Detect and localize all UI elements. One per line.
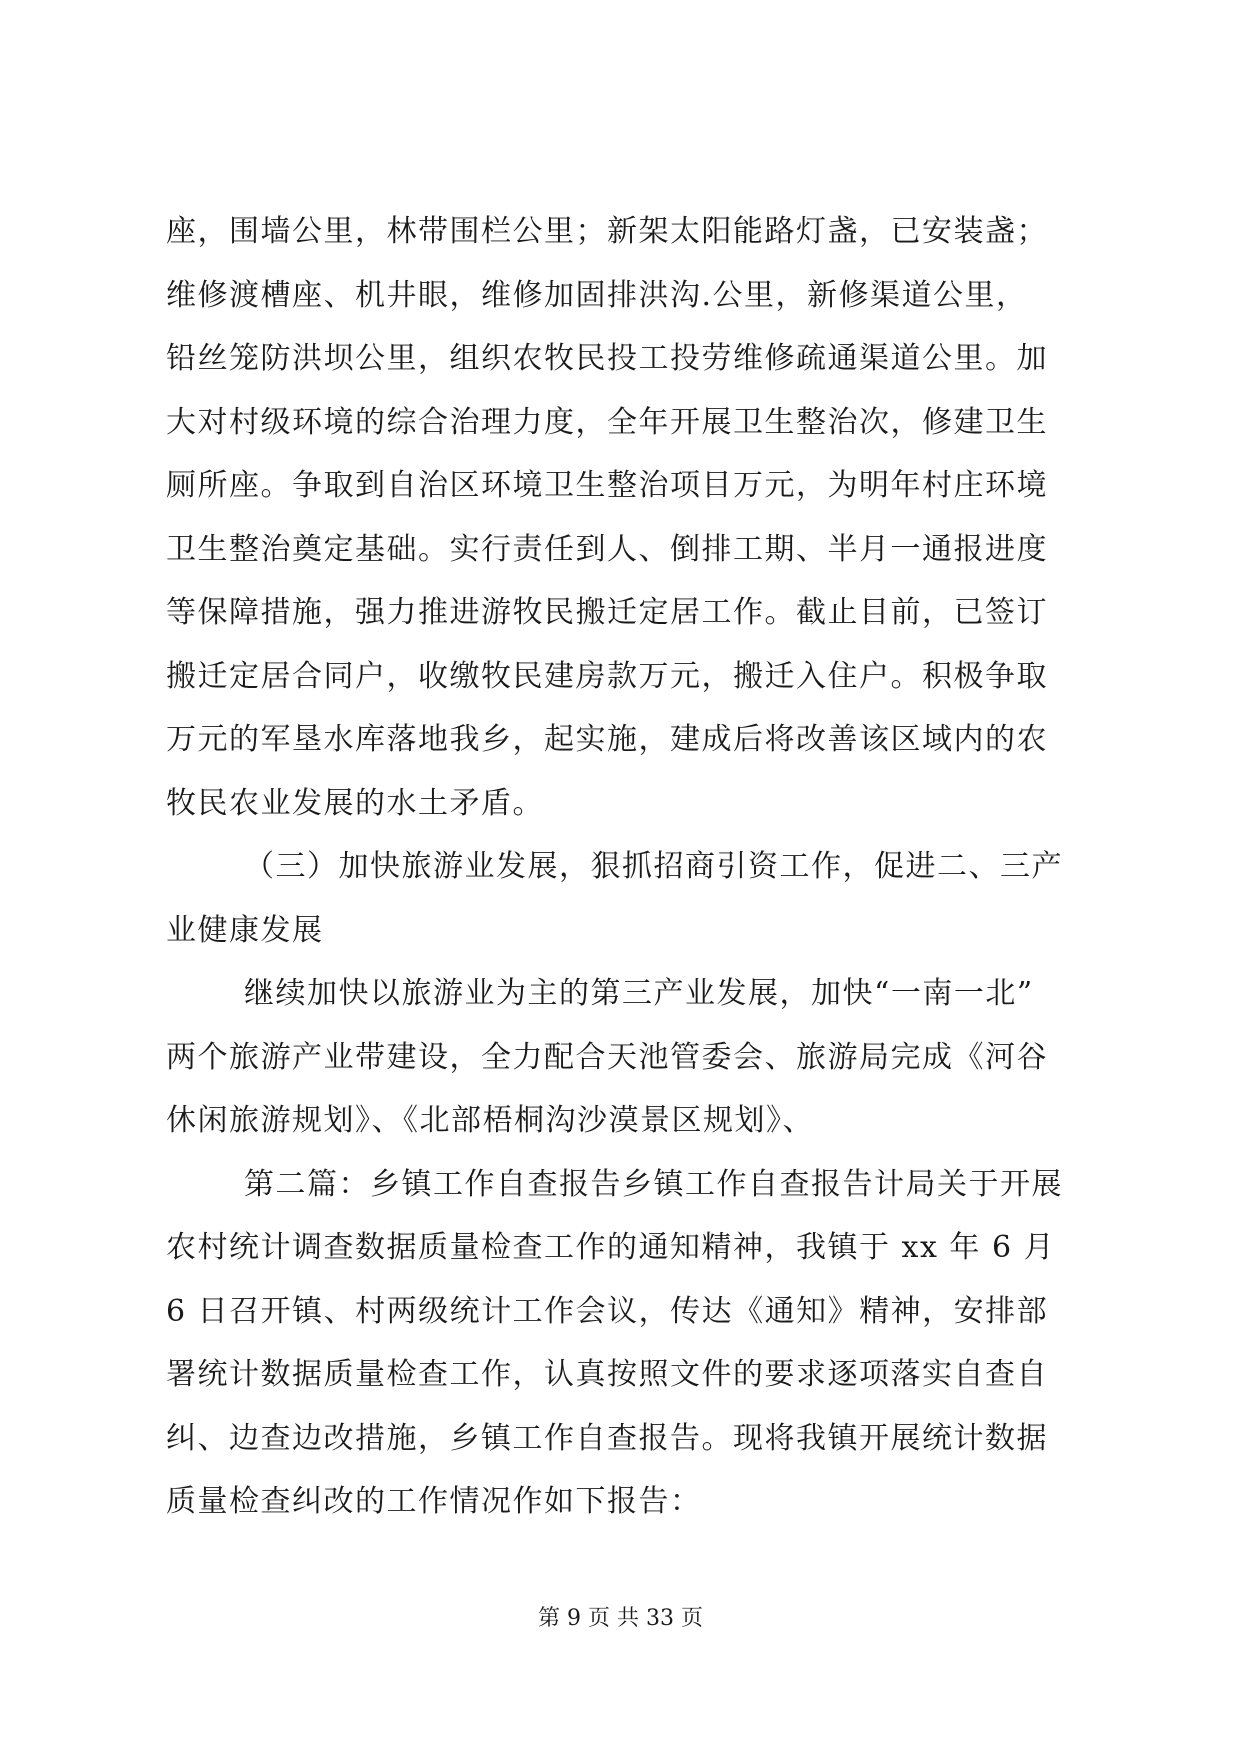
text-line: 维修渡槽座、机井眼，维修加固排洪沟.公里，新修渠道公里， [166, 277, 1028, 313]
text-line: 继续加快以旅游业为主的第三产业发展，加快“一南一北” [244, 976, 1034, 1011]
section-heading-line: 业健康发展 [166, 912, 324, 948]
text-line: 休闲旅游规划》、《北部梧桐沟沙漠景区规划》、 [166, 1103, 814, 1138]
text-line: 等保障措施，强力推进游牧民搬迁定居工作。截止目前，已签订 [166, 595, 1048, 630]
text-line: 第二篇：乡镇工作自查报告乡镇工作自查报告计局关于开展 [244, 1166, 1063, 1202]
text-line: 大对村级环境的综合治理力度，全年开展卫生整治次，修建卫生 [166, 404, 1048, 440]
text-line: 署统计数据质量检查工作，认真按照文件的要求逐项落实自查自 [166, 1357, 1048, 1392]
text-line: 座，围墙公里，林带围栏公里；新架太阳能路灯盏，已安装盏； [166, 214, 1048, 249]
text-line: 两个旅游产业带建设，全力配合天池管委会、旅游局完成《河谷 [166, 1039, 1048, 1075]
text-line: 厕所座。争取到自治区环境卫生整治项目万元，为明年村庄环境 [166, 468, 1048, 503]
text-line: 牧民农业发展的水土矛盾。 [166, 785, 544, 821]
page-number-footer: 第 9 页 共 33 页 [538, 1606, 703, 1631]
section-heading-line: （三）加快旅游业发展，狠抓招商引资工作，促进二、三产 [244, 849, 1063, 884]
text-line: 搬迁定居合同户，收缴牧民建房款万元，搬迁入住户。积极争取 [166, 658, 1048, 694]
document-body [166, 200, 1076, 1534]
text-line: 卫生整治奠定基础。实行责任到人、倒排工期、半月一通报进度 [166, 531, 1048, 567]
text-line: 质量检查纠改的工作情况作如下报告： [166, 1484, 702, 1519]
text-line: 铅丝笼防洪坝公里，组织农牧民投工投劳维修疏通渠道公里。加 [166, 341, 1048, 376]
text-line: 农村统计调查数据质量检查工作的通知精神，我镇于 xx 年 6 月 [166, 1230, 1056, 1265]
text-line: 纠、边查边改措施，乡镇工作自查报告。现将我镇开展统计数据 [166, 1420, 1048, 1456]
text-line: 6 日召开镇、村两级统计工作会议，传达《通知》精神，安排部 [166, 1293, 1049, 1329]
text-line: 万元的军垦水库落地我乡，起实施，建成后将改善该区域内的农 [166, 722, 1048, 757]
